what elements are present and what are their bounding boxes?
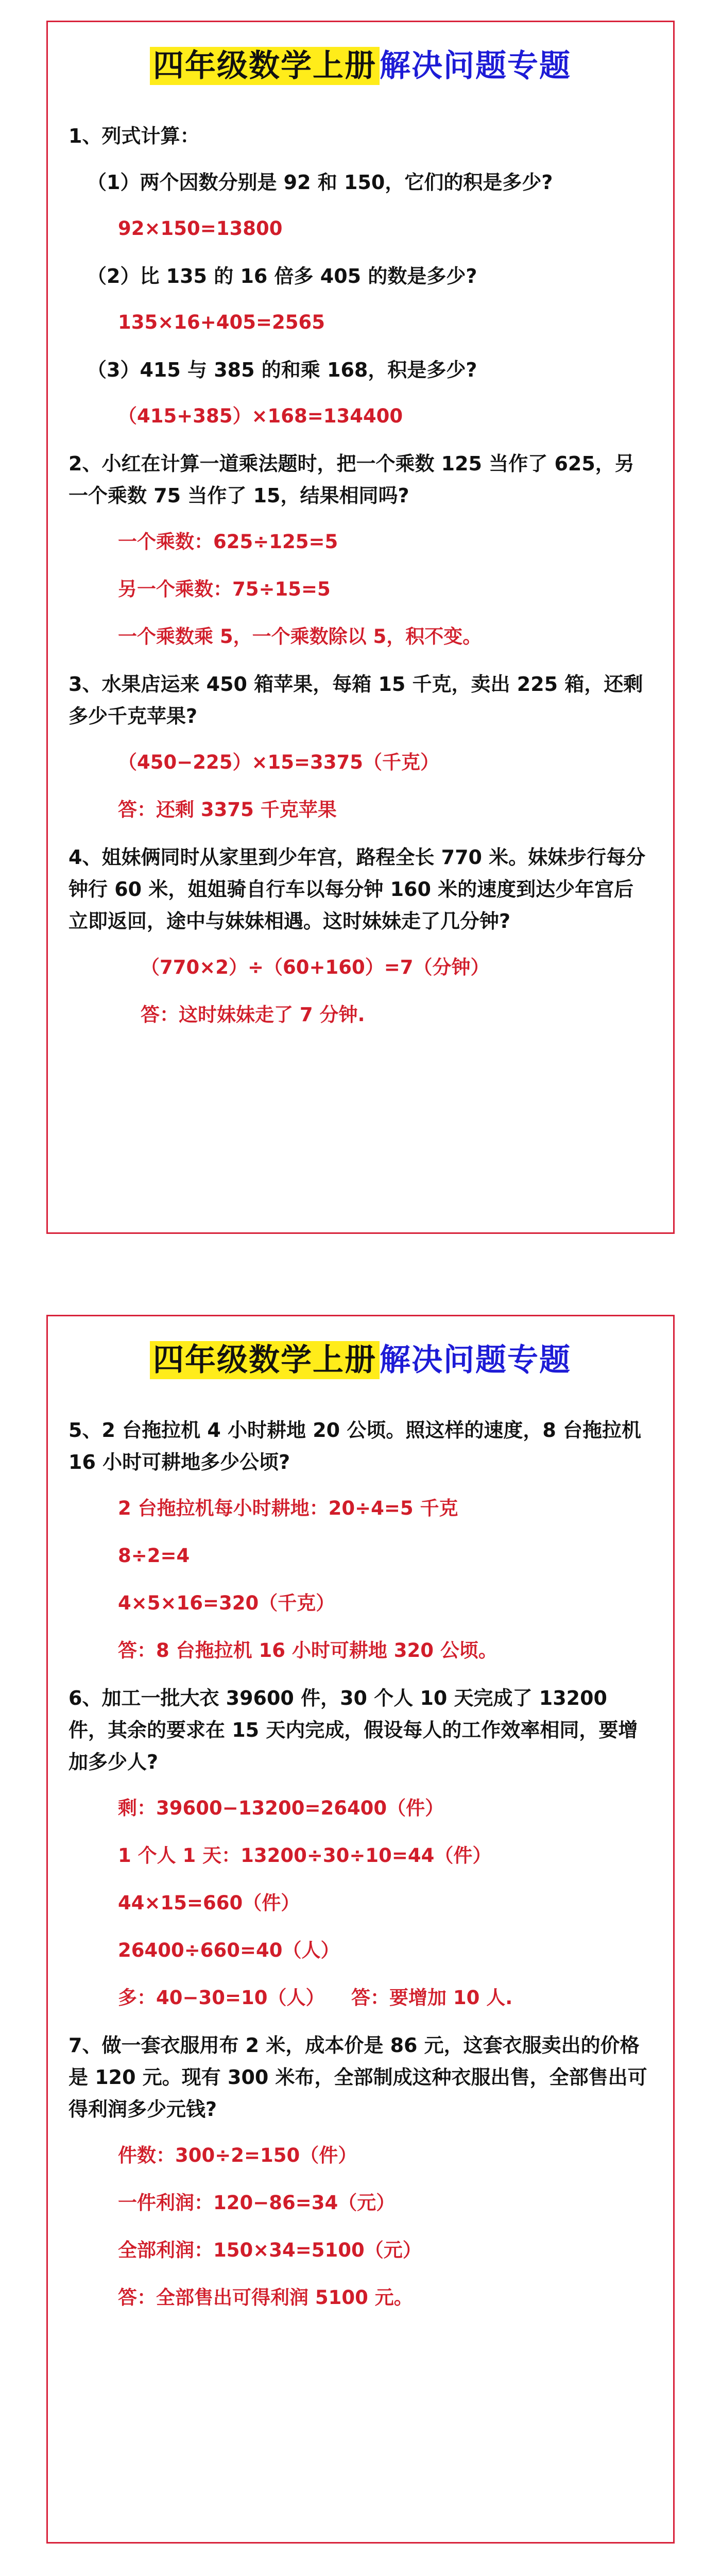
question-text: （3）415 与 385 的和乘 168，积是多少? <box>87 359 477 381</box>
card-title <box>150 42 571 90</box>
card-title <box>150 1336 571 1384</box>
answer-text: 44×15=660（件） <box>118 1892 300 1914</box>
title-highlight: 四年级数学上册 <box>150 1341 380 1379</box>
section-heading: 1、列式计算： <box>68 125 200 147</box>
problem-statement: 4、姐妹俩同时从家里到少年宫，路程全长 770 米。妹妹步行每分钟行 60 米，姐姐骑自行车以每分钟 160 米的速度到达少年宫后立即返回，途中与妹妹相遇。这时妹妹走了几分钟? <box>68 846 646 933</box>
answer-text: 92×150=13800 <box>118 217 283 240</box>
answer-text: 一个乘数：625÷125=5 <box>118 531 338 553</box>
answer-text: 答：还剩 3375 千克苹果 <box>118 799 337 821</box>
answer-text: 答：这时妹妹走了 7 分钟. <box>141 1004 365 1026</box>
answer-text: 全部利润：150×34=5100（元） <box>118 2239 422 2261</box>
problem-statement: 3、水果店运来 450 箱苹果，每箱 15 千克，卖出 225 箱，还剩多少千克苹果? <box>68 673 643 727</box>
card-content <box>68 120 653 1046</box>
problem-statement: 2、小红在计算一道乘法题时，把一个乘数 125 当作了 625，另一个乘数 75 当作了 15，结果相同吗? <box>68 452 634 507</box>
problem-statement: 7、做一套衣服用布 2 米，成本价是 86 元，这套衣服卖出的价格是 120 元。现有 300 米布，全部制成这种衣服出售，全部售出可得利润多少元钱? <box>68 2034 647 2121</box>
answer-text: 答：8 台拖拉机 16 小时可耕地 320 公顷。 <box>118 1639 497 1662</box>
answer-text: 一个乘数乘 5，一个乘数除以 5，积不变。 <box>118 625 482 648</box>
problem-card-1 <box>46 21 675 1234</box>
answer-text: 4×5×16=320（千克） <box>118 1592 335 1614</box>
answer-text: （770×2）÷（60+160）=7（分钟） <box>141 956 490 978</box>
answer-text: 135×16+405=2565 <box>118 311 325 333</box>
answer-text: （450−225）×15=3375（千克） <box>118 751 439 773</box>
answer-text: 1 个人 1 天：13200÷30÷10=44（件） <box>118 1844 492 1867</box>
question-text: （2）比 135 的 16 倍多 405 的数是多少? <box>87 265 477 287</box>
problem-statement: 5、2 台拖拉机 4 小时耕地 20 公顷。照这样的速度，8 台拖拉机 16 小时可耕地多少公顷? <box>68 1419 642 1473</box>
answer-text: 8÷2=4 <box>118 1545 190 1567</box>
answer-text: 一件利润：120−86=34（元） <box>118 2192 396 2214</box>
answer-text: 剩：39600−13200=26400（件） <box>118 1797 444 1819</box>
problem-statement: 6、加工一批大衣 39600 件，30 个人 10 天完成了 13200 件，其余的要求在 15 天内完成，假设每人的工作效率相同，要增加多少人? <box>68 1687 638 1773</box>
answer-text: 件数：300÷2=150（件） <box>118 2144 357 2166</box>
answer-text: 另一个乘数：75÷15=5 <box>118 578 331 600</box>
answer-text: （415+385）×168=134400 <box>118 405 403 427</box>
title-highlight: 四年级数学上册 <box>150 47 380 85</box>
problem-card-2 <box>46 1315 675 2544</box>
answer-text: 2 台拖拉机每小时耕地：20÷4=5 千克 <box>118 1497 458 1519</box>
title-topic: 解决问题专题 <box>380 1342 571 1378</box>
answer-text: 26400÷660=40（人） <box>118 1939 340 1961</box>
question-text: （1）两个因数分别是 92 和 150，它们的积是多少? <box>87 171 553 194</box>
answer-text: 答：全部售出可得利润 5100 元。 <box>118 2286 413 2309</box>
answer-text: 多：40−30=10（人） 答：要增加 10 人. <box>118 1987 513 2009</box>
title-topic: 解决问题专题 <box>380 48 571 84</box>
card-content <box>68 1414 653 2329</box>
